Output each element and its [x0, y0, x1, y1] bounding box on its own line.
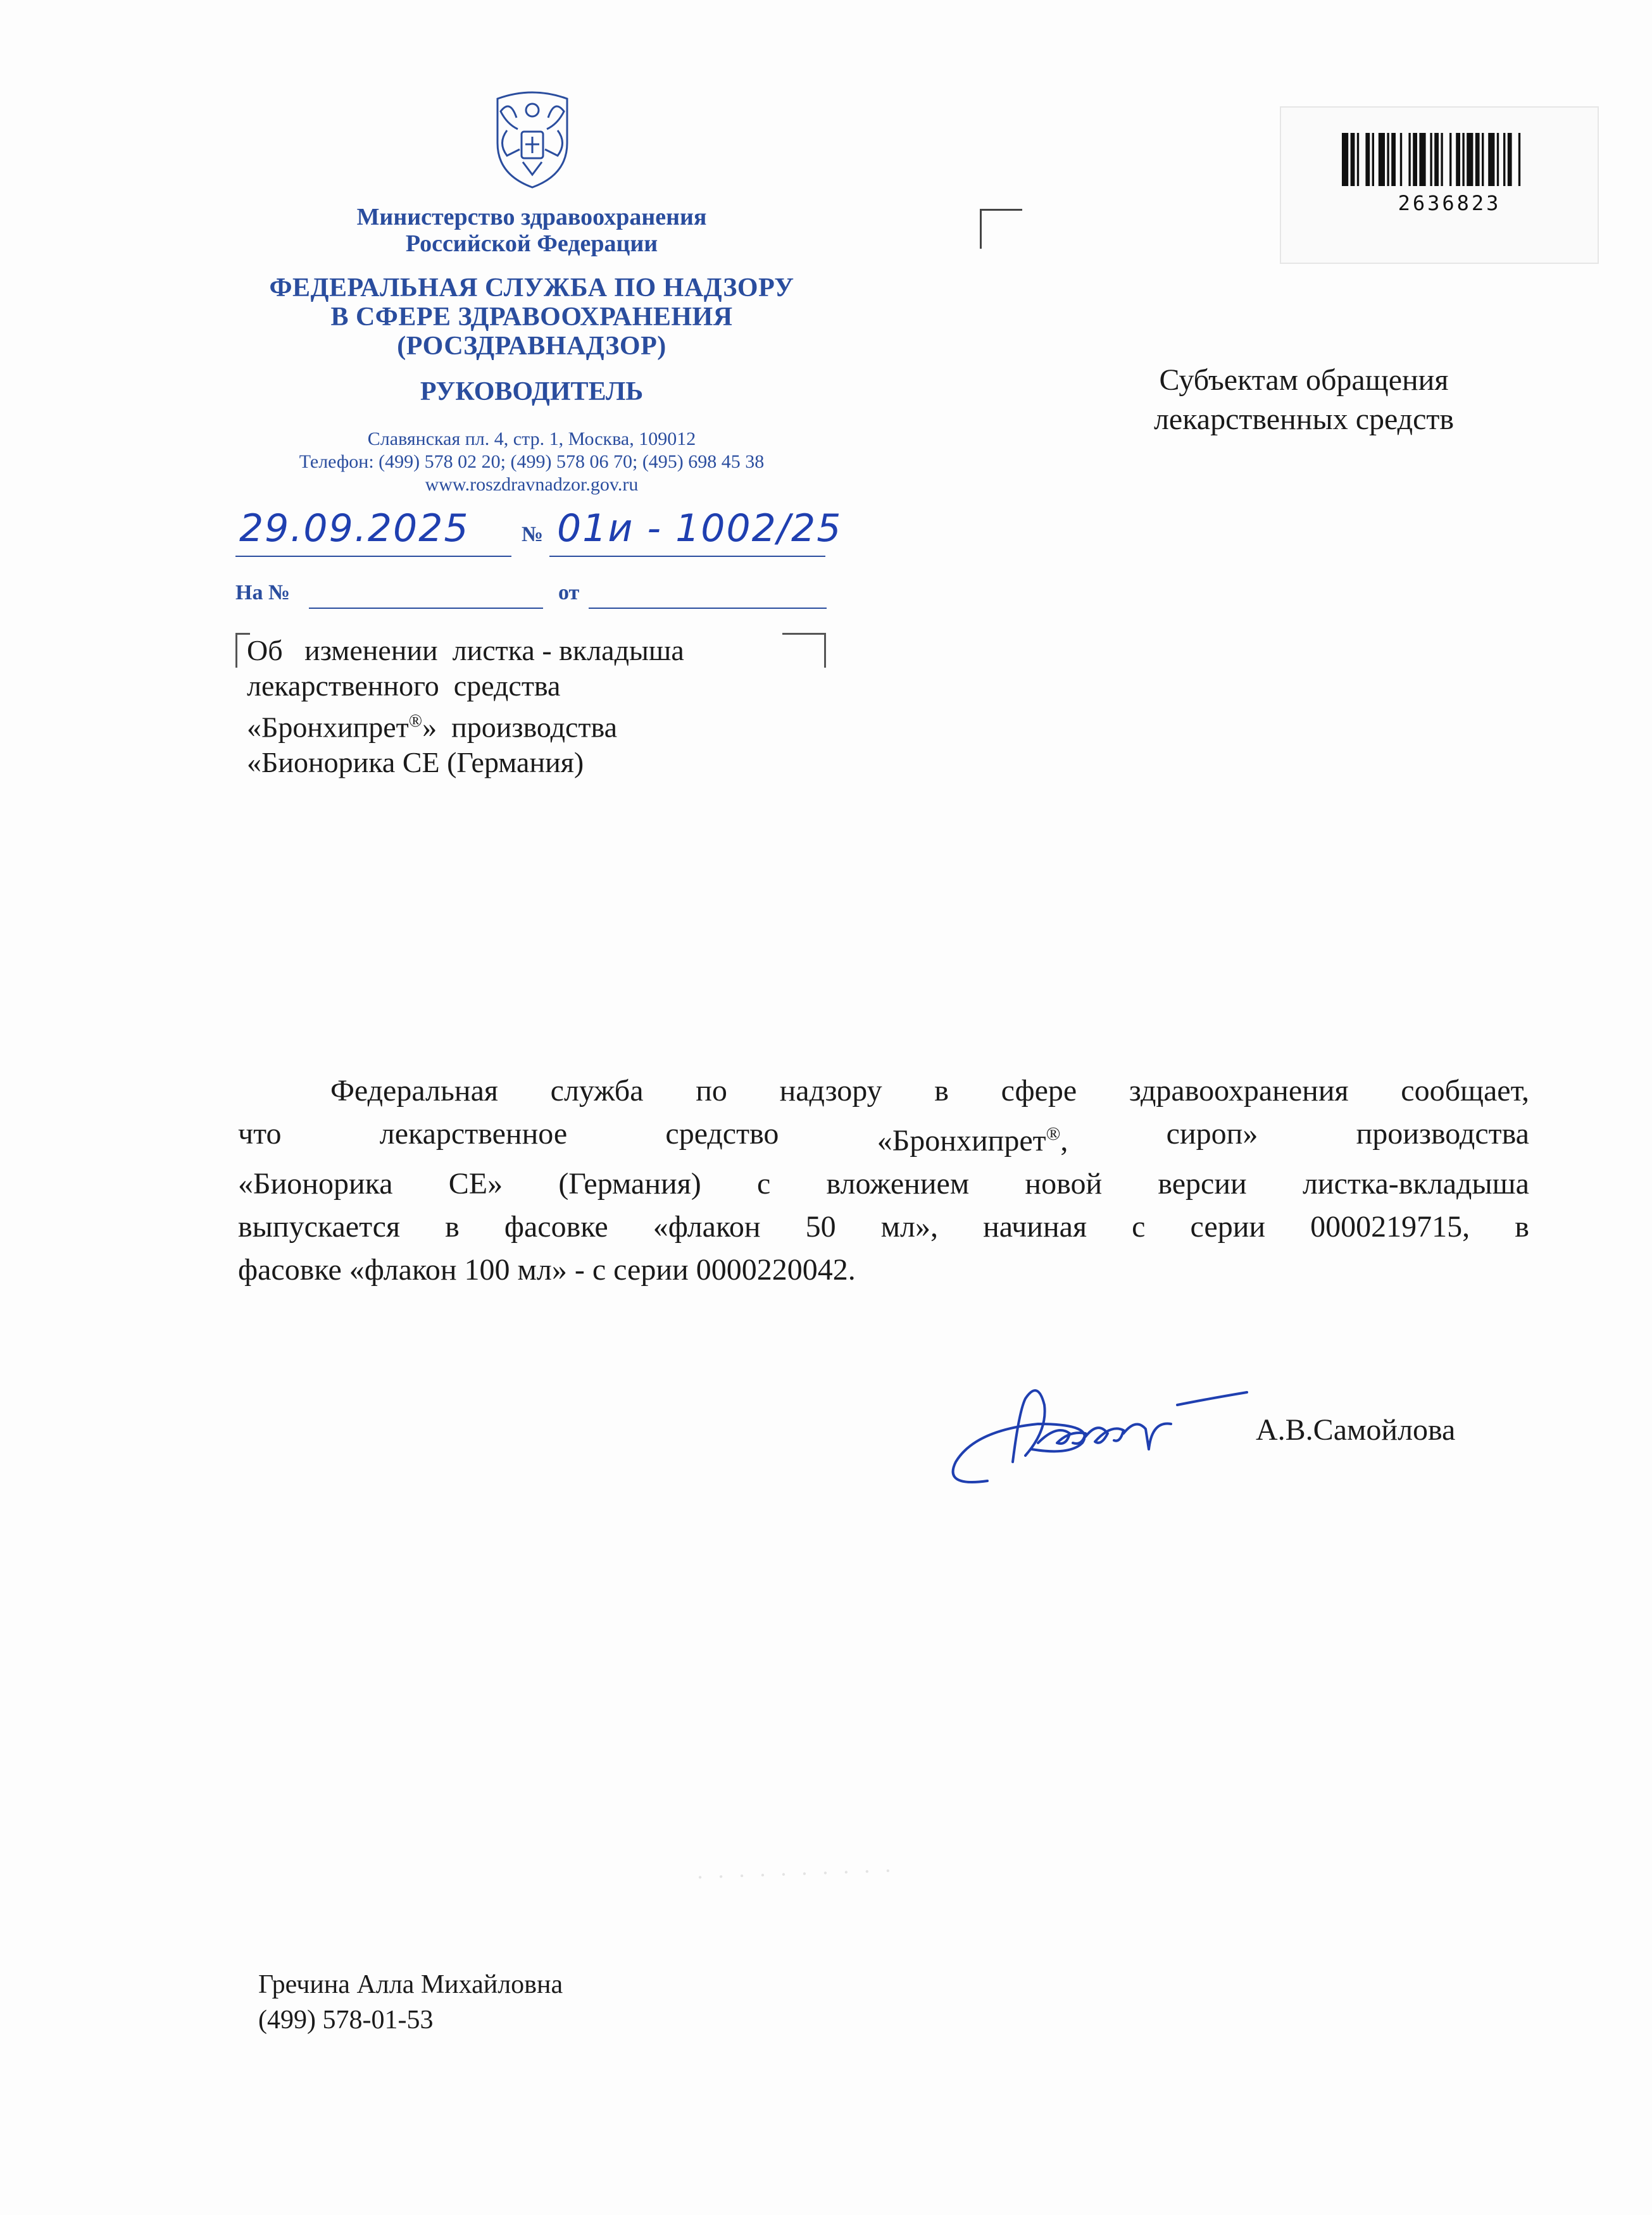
address: Славянская пл. 4, стр. 1, Москва, 109012 — [367, 428, 696, 449]
body-word: в — [1515, 1210, 1529, 1244]
body-word: фасовке — [504, 1210, 608, 1244]
service-line-3: (РОСЗДРАВНАДЗОР) — [397, 332, 666, 361]
body-word: лекарственное — [379, 1117, 568, 1151]
body-word: средство — [665, 1117, 779, 1151]
body-word: начиная — [983, 1210, 1087, 1244]
barcode-bar — [1497, 133, 1499, 186]
body-line-2 — [238, 1113, 1529, 1163]
phones: Телефон: (499) 578 02 20; (499) 578 06 70; (495) 698 45 38 — [299, 451, 765, 472]
from-label: от — [558, 581, 580, 604]
body-word: «Бронхипрет®, — [877, 1123, 1068, 1157]
number-label: № — [522, 523, 544, 546]
addressee-bracket — [980, 209, 1022, 249]
subject-line-2: лекарственного средства — [247, 670, 561, 702]
website: www.roszdravnadzor.gov.ru — [425, 474, 639, 495]
body-line-4 — [238, 1206, 1529, 1249]
body-word: в — [934, 1074, 949, 1108]
body-word: здравоохранения — [1129, 1074, 1349, 1108]
body-word: сироп» — [1166, 1117, 1258, 1151]
body-word: мл», — [880, 1210, 938, 1244]
barcode-bar — [1351, 133, 1355, 186]
barcode-bar — [1508, 133, 1512, 186]
barcode-bar — [1518, 133, 1520, 186]
addressee-line-2: лекарственных средств — [1153, 402, 1455, 436]
barcode-bar — [1372, 133, 1374, 186]
barcode-bar — [1387, 133, 1389, 186]
reply-to-label: На № — [235, 581, 291, 604]
from-underline — [589, 608, 827, 609]
body-word: «флакон — [653, 1210, 761, 1244]
barcode-bar — [1419, 133, 1425, 186]
body-word: надзору — [779, 1074, 882, 1108]
service-line-1: ФЕДЕРАЛЬНАЯ СЛУЖБА ПО НАДЗОРУ — [269, 273, 794, 303]
service-line-2: В СФЕРЕ ЗДРАВООХРАНЕНИЯ — [330, 303, 733, 332]
body-word: вложением — [826, 1167, 970, 1201]
barcode-number: 2636823 — [1398, 191, 1501, 215]
addressee — [1063, 361, 1544, 439]
date-underline — [235, 556, 511, 557]
registration-number: 01и - 1002/25 — [557, 506, 842, 551]
body-word: листка-вкладыша — [1302, 1167, 1529, 1201]
barcode-bar — [1456, 133, 1460, 186]
bleed-through-mark: · · · · · · · · · · — [696, 1857, 896, 1890]
barcode-bar — [1430, 133, 1432, 186]
barcode-bar — [1342, 133, 1348, 186]
barcode-bar — [1400, 133, 1402, 186]
body-word: версии — [1158, 1167, 1247, 1201]
ministry-line-1: Министерство здравоохранения — [356, 204, 707, 230]
body-word: с — [1132, 1210, 1146, 1244]
barcode-bar — [1365, 133, 1370, 186]
reply-to-underline — [309, 608, 543, 609]
barcode-bar — [1482, 133, 1484, 186]
subject-line-3: «Бронхипрет®» производства — [247, 711, 618, 744]
subject-line-4: «Бионорика СЕ (Германия) — [247, 746, 584, 779]
body-word: СЕ» — [448, 1167, 503, 1201]
body-word: 50 — [805, 1210, 836, 1244]
barcode-bar — [1488, 133, 1494, 186]
executor-block — [258, 1967, 563, 2038]
barcode-bar — [1467, 133, 1473, 186]
executor-name: Гречина Алла Михайловна — [258, 1970, 563, 1999]
barcode-bar — [1357, 133, 1359, 186]
barcode-bar — [1503, 133, 1505, 186]
body-word: Федеральная — [330, 1074, 498, 1108]
body-word: что — [238, 1117, 282, 1151]
body-word: серии — [1190, 1210, 1266, 1244]
body-word: выпускается — [238, 1210, 401, 1244]
body-line-5: фасовке «флакон 100 мл» - с серии 0000220042. — [238, 1253, 856, 1287]
body-word: сфере — [1001, 1074, 1077, 1108]
barcode-bar — [1475, 133, 1480, 186]
body-line-3 — [238, 1163, 1529, 1206]
barcode-bar — [1391, 133, 1396, 186]
addressee-line-1: Субъектам обращения — [1159, 363, 1449, 397]
executor-phone: (499) 578-01-53 — [258, 2006, 434, 2035]
subject-block — [247, 633, 817, 780]
barcode-stamp — [1280, 106, 1599, 264]
barcode-icon — [1342, 133, 1557, 186]
subject-line-1: Об изменении листка - вкладыша — [247, 634, 684, 666]
signer-name: А.В.Самойлова — [1256, 1413, 1456, 1447]
body-word: «Бионорика — [238, 1167, 393, 1201]
body-word: служба — [550, 1074, 644, 1108]
barcode-bar — [1434, 133, 1439, 186]
barcode-bar — [1408, 133, 1410, 186]
body-word: в — [445, 1210, 460, 1244]
barcode-bar — [1413, 133, 1417, 186]
russian-coat-of-arms-icon — [472, 73, 592, 194]
head-title: РУКОВОДИТЕЛЬ — [420, 377, 644, 406]
barcode-bar — [1379, 133, 1385, 186]
handwritten-signature-icon — [930, 1329, 1285, 1494]
barcode-bar — [1449, 133, 1451, 186]
number-underline — [549, 556, 825, 557]
body-line-1 — [238, 1070, 1529, 1113]
barcode-bar — [1462, 133, 1464, 186]
body-paragraph — [238, 1070, 1529, 1292]
registration-date: 29.09.2025 — [239, 506, 470, 551]
body-word: производства — [1356, 1117, 1529, 1151]
body-word: 0000219715, — [1310, 1210, 1470, 1244]
body-word: с — [756, 1167, 771, 1201]
ministry-line-2: Российской Федерации — [405, 230, 658, 257]
body-word: сообщает, — [1401, 1074, 1529, 1108]
barcode-bar — [1441, 133, 1442, 186]
body-word: (Германия) — [558, 1167, 701, 1201]
body-word: по — [696, 1074, 727, 1108]
body-word: новой — [1025, 1167, 1103, 1201]
